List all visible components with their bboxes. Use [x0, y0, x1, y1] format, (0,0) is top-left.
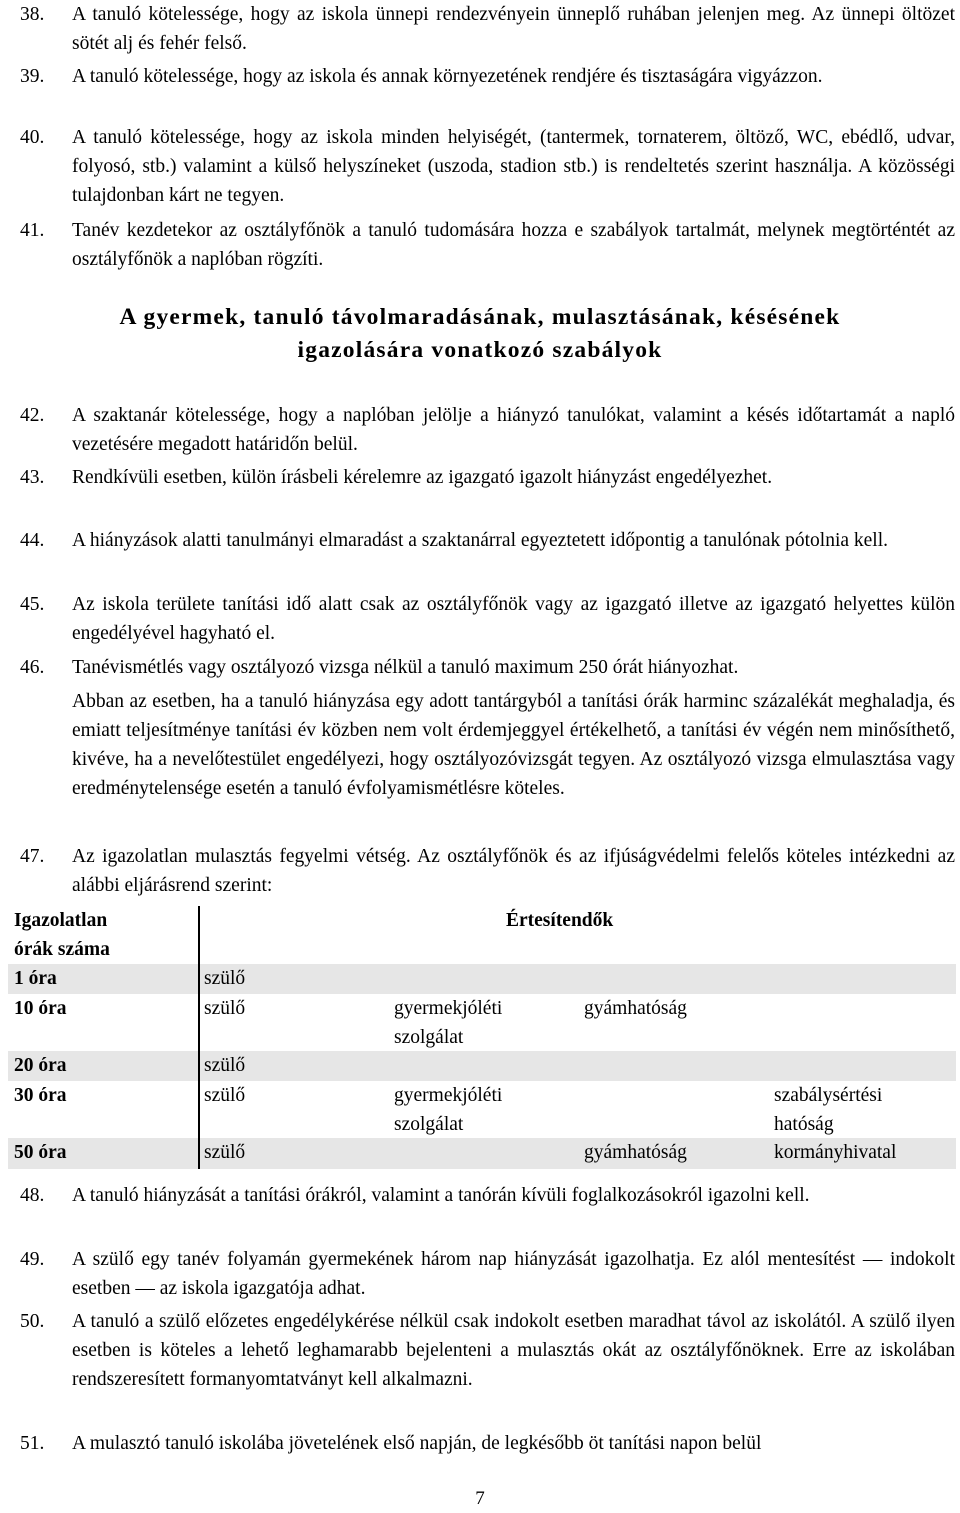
- notify-cell: szülő: [204, 1085, 246, 1106]
- item-number: 49.: [20, 1249, 45, 1270]
- hours-cell: 30 óra: [14, 1085, 67, 1106]
- table-row: [8, 1051, 956, 1081]
- table-row: [8, 994, 956, 1051]
- column-divider: [198, 906, 200, 964]
- absence-table: [8, 906, 956, 1169]
- notify-cell-line2: hatóság: [774, 1114, 834, 1135]
- item-number: 46.: [20, 657, 45, 678]
- list-item: [20, 590, 955, 648]
- item-text: A tanuló kötelessége, hogy az iskola minden helyiségét, (tantermek, tornaterem, öltöző, WC, ebédlő, udvar, folyosó, stb.) valamint a külső helyszíneket (uszoda, stadion stb.) is rendeltetés szerint használja. A közösségi tulajdonban kárt ne tegyen.: [72, 127, 955, 206]
- item-text: A hiányzások alatti tanulmányi elmaradást a szaktanárral egyeztetett időpontig a tanulónak pótolnia kell.: [72, 530, 889, 551]
- notify-cell-line1: gyermekjóléti: [394, 1085, 503, 1106]
- notify-cell-line2: szolgálat: [394, 1027, 464, 1048]
- list-item: [20, 62, 955, 91]
- item-text: A tanuló hiányzását a tanítási órákról, valamint a tanórán kívüli foglalkozásokról igazolni kell.: [72, 1185, 810, 1206]
- table-header-row: [8, 906, 956, 964]
- section-heading-line2: igazolására vonatkozó szabályok: [297, 337, 663, 363]
- notify-cell: szülő: [204, 1142, 246, 1163]
- section-heading-line1: A gyermek, tanuló távolmaradásának, mulasztásának, késésének: [119, 304, 841, 330]
- item-text: Tanévismétlés vagy osztályozó vizsga nélkül a tanuló maximum 250 órát hiányozhat.: [72, 657, 739, 678]
- notify-cell: gyámhatóság: [584, 1142, 687, 1163]
- hours-cell: 20 óra: [14, 1055, 67, 1076]
- item-text: A mulasztó tanuló iskolába jövetelének első napján, de legkésőbb öt tanítási napon belül: [72, 1433, 762, 1454]
- item-number: 43.: [20, 467, 45, 488]
- item-number: 51.: [20, 1433, 45, 1454]
- item-text: A tanuló kötelessége, hogy az iskola és annak környezetének rendjére és tisztaságára vigyázzon.: [72, 66, 823, 87]
- hours-cell: 50 óra: [14, 1142, 67, 1163]
- item-text: Az igazolatlan mulasztás fegyelmi vétség. Az osztályfőnök és az ifjúságvédelmi felelős köteles intézkedni az alábbi eljárásrend szerint:: [72, 846, 955, 896]
- list-item: [20, 401, 955, 459]
- item-text: A szülő egy tanév folyamán gyermekének három nap hiányzását igazolhatja. Ez alól mentesítést — indokolt esetben — az iskola igazgatója adhat.: [72, 1249, 955, 1299]
- list-item: [20, 1307, 955, 1394]
- notify-cell: szülő: [204, 968, 246, 989]
- column-divider: [198, 994, 200, 1051]
- table-row: [8, 964, 956, 994]
- list-item: [20, 1429, 955, 1458]
- list-item: [20, 463, 955, 492]
- item-text: A szaktanár kötelessége, hogy a naplóban jelölje a hiányzó tanulókat, valamint a késés időtartamát a napló vezetésére megadott határidőn belül.: [72, 405, 955, 455]
- list-item: [20, 123, 955, 210]
- column-divider: [198, 1138, 200, 1169]
- item-text: Tanév kezdetekor az osztályfőnök a tanuló tudomására hozza e szabályok tartalmát, melynek megtörténtét az osztályfőnök a naplóban rögzíti.: [72, 220, 955, 270]
- notify-cell: [774, 1081, 882, 1139]
- notify-cell-line2: szolgálat: [394, 1114, 464, 1135]
- list-item: [20, 216, 955, 274]
- item-number: 48.: [20, 1185, 45, 1206]
- header-hours: [14, 906, 110, 964]
- section-heading: [0, 301, 960, 367]
- notify-cell-line1: gyermekjóléti: [394, 998, 503, 1019]
- item-number: 50.: [20, 1311, 45, 1332]
- header-notify: Értesítendők: [506, 910, 614, 931]
- item-number: 45.: [20, 594, 45, 615]
- hours-cell: 10 óra: [14, 998, 67, 1019]
- table-row: [8, 1138, 956, 1169]
- column-divider: [198, 1051, 200, 1081]
- notify-cell: szülő: [204, 998, 246, 1019]
- item-number: 42.: [20, 405, 45, 426]
- header-hours-line2: órák száma: [14, 939, 110, 960]
- item-text: A tanuló kötelessége, hogy az iskola ünnepi rendezvényein ünneplő ruhában jelenjen meg. Az ünnepi öltözet sötét alj és fehér felső.: [72, 4, 955, 54]
- item-number: 44.: [20, 530, 45, 551]
- notify-cell: gyámhatóság: [584, 998, 687, 1019]
- notify-cell: szülő: [204, 1055, 246, 1076]
- notify-cell: kormányhivatal: [774, 1142, 897, 1163]
- item-number: 40.: [20, 127, 45, 148]
- notify-cell: [394, 994, 502, 1052]
- header-hours-line1: Igazolatlan: [14, 910, 108, 931]
- column-divider: [198, 1081, 200, 1138]
- list-item: [20, 1245, 955, 1303]
- list-item: [20, 842, 955, 900]
- item-number: 39.: [20, 66, 45, 87]
- page-number: 7: [475, 1488, 485, 1509]
- list-item: [20, 653, 955, 682]
- item-number: 41.: [20, 220, 45, 241]
- column-divider: [198, 964, 200, 994]
- item-number: 38.: [20, 4, 45, 25]
- notify-cell: [394, 1081, 502, 1139]
- table-row: [8, 1081, 956, 1138]
- item-text: Az iskola területe tanítási idő alatt csak az osztályfőnök vagy az igazgató illetve az igazgató helyettes külön engedélyével hagyható el.: [72, 594, 955, 644]
- item-46-paragraph: Abban az esetben, ha a tanuló hiányzása egy adott tantárgyból a tanítási órák harminc százalékát meghaladja, és emiatt teljesítménye tanítási év közben nem volt érdemjeggyel értékelhető, a tanítási év végén nem minősíthető, kivéve, ha a nevelőtestület engedélyezi, hogy osztályozóvizsgát tegyen. Az osztályozó vizsga elmulasztása vagy eredménytelensége esetén a tanuló évfolyamismétlésre köteles.: [72, 691, 955, 799]
- item-number: 47.: [20, 846, 45, 867]
- list-item: [20, 526, 955, 555]
- list-item: [20, 0, 955, 58]
- hours-cell: 1 óra: [14, 968, 57, 989]
- item-text: Rendkívüli esetben, külön írásbeli kérelemre az igazgató igazolt hiányzást engedélyezhet.: [72, 467, 773, 488]
- notify-cell-line1: szabálysértési: [774, 1085, 883, 1106]
- list-item: [20, 1181, 955, 1210]
- item-text: A tanuló a szülő előzetes engedélykérése nélkül csak indokolt esetben maradhat távol az iskolától. A szülő ilyen esetben is köteles a lehető leghamarabb bejelenteni a mulasztás okát az osztályfőnöknek. Erre az iskolában rendszeresített formanyomtatványt kell alkalmazni.: [72, 1311, 955, 1390]
